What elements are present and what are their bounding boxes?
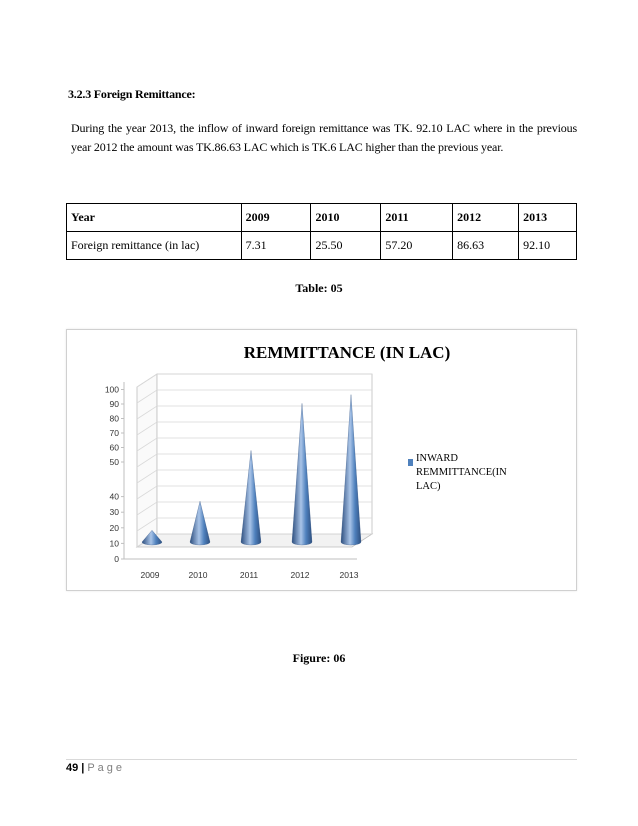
chart-title: REMMITTANCE (IN LAC)	[243, 343, 451, 362]
x-tick-label: 2009	[140, 570, 160, 580]
table-cell: 25.50	[311, 232, 381, 260]
legend-label: INWARD REMMITTANCE(IN LAC)	[416, 453, 507, 492]
table-header-row	[67, 204, 577, 232]
y-tick-label: 80	[109, 413, 119, 424]
footer-separator: |	[81, 762, 85, 774]
table-header-cell: 2009	[241, 204, 311, 232]
page-footer	[66, 762, 125, 774]
table-header-cell: 2011	[381, 204, 453, 232]
page-number: 49	[66, 762, 79, 774]
body-paragraph: During the year 2013, the inflow of inward foreign remittance was TK. 92.10 LAC where in the previous year 2012 the amount was TK.86.63 LAC which is TK.6 LAC higher than the previous year.	[71, 121, 577, 154]
table-caption: Table: 05	[295, 281, 343, 295]
table-row	[67, 232, 577, 260]
table-cell: 86.63	[453, 232, 519, 260]
x-tick-label: 2013	[339, 570, 359, 580]
y-tick-label: 60	[109, 442, 119, 453]
y-tick-label: 0	[114, 554, 119, 564]
remittance-table	[66, 203, 577, 260]
chart-frame	[66, 329, 577, 591]
table-header-cell: 2013	[519, 204, 577, 232]
y-tick-label: 30	[109, 507, 119, 518]
table-cell: 7.31	[241, 232, 311, 260]
remittance-chart	[67, 330, 576, 590]
y-tick-label: 70	[109, 428, 119, 438]
table-cell: Foreign remittance (in lac)	[67, 232, 242, 260]
y-tick-label: 20	[109, 522, 119, 533]
table-header-cell: 2010	[311, 204, 381, 232]
y-tick-label: 40	[109, 491, 119, 502]
table-header-cell: 2012	[453, 204, 519, 232]
x-tick-label: 2010	[188, 570, 208, 580]
y-tick-label: 10	[109, 538, 119, 549]
y-tick-label: 90	[109, 399, 119, 409]
x-tick-label: 2011	[239, 570, 259, 580]
legend-swatch	[408, 459, 413, 466]
x-tick-label: 2012	[290, 570, 310, 580]
section-heading: 3.2.3 Foreign Remittance:	[68, 87, 196, 101]
y-tick-label: 50	[109, 457, 119, 467]
table-cell: 57.20	[381, 232, 453, 260]
y-tick-label: 100	[104, 384, 119, 395]
table-cell: 92.10	[519, 232, 577, 260]
figure-caption: Figure: 06	[292, 651, 346, 665]
footer-rule	[66, 759, 577, 760]
page-label: Page	[87, 762, 126, 774]
table-header-cell: Year	[67, 204, 242, 232]
